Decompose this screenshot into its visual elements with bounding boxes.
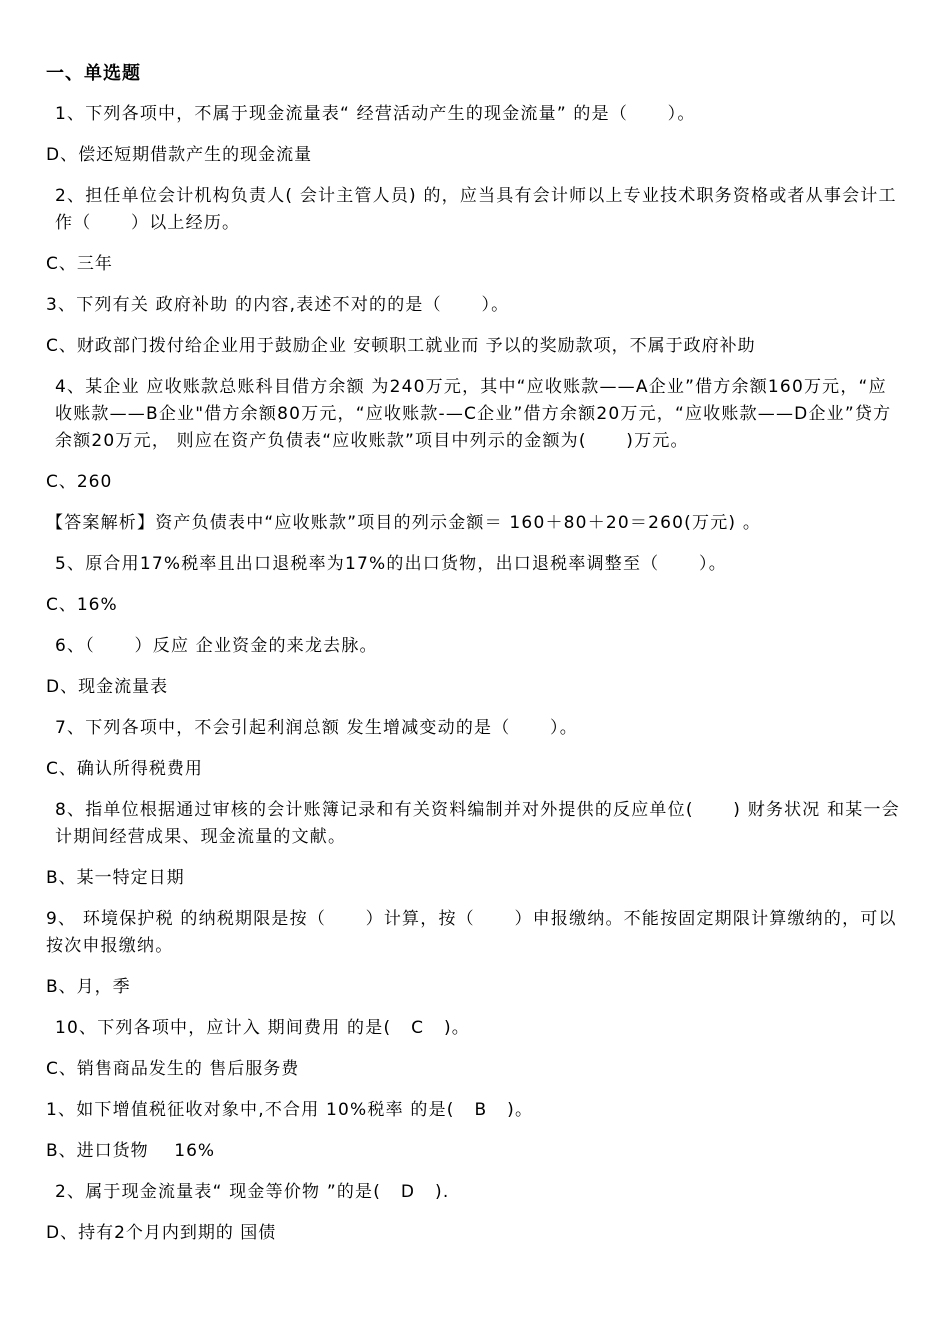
answer-text: B、某一特定日期 (46, 868, 185, 888)
section-title: 一、单选题 (46, 63, 141, 84)
answer-text: C、确认所得税费用 (46, 759, 203, 779)
question-text: 5、原合用17%税率且出口退税率为17%的出口货物，出口退税率调整至（ ）。 (55, 554, 727, 574)
answer-text: C、16% (46, 595, 118, 615)
answer-text: C、260 (46, 472, 113, 492)
question-text: 8、指单位根据通过审核的会计账簿记录和有关资料编制并对外提供的反应单位( ) 财务状况 和某一会计期间经营成果、现金流量的文献。 (55, 800, 900, 847)
question-text: 4、某企业 应收账款总账科目借方余额 为240万元，其中“应收账款——A企业”借方余额160万元，“应收账款——B企业"借方余额80万元，“应收账款-—C企业”借方余额20万元，“应收账款——D企业”贷方余额20万元， 则应在资产负债表“应收账款”项目中列示的金额为( )万元。 (55, 377, 892, 451)
question-text: 2、属于现金流量表“ 现金等价物 ”的是( D ). (55, 1182, 450, 1202)
answer-text: C、销售商品发生的 售后服务费 (46, 1059, 300, 1079)
answer-text: D、现金流量表 (46, 677, 169, 697)
answer-text: B、进口货物 16% (46, 1141, 216, 1161)
answer-text: C、三年 (46, 254, 113, 274)
question-text: 10、下列各项中，应计入 期间费用 的是( C )。 (55, 1018, 470, 1038)
answer-text: D、持有2个月内到期的 国债 (46, 1223, 277, 1243)
question-text: 9、 环境保护税 的纳税期限是按（ ）计算，按（ ）申报缴纳。不能按固定期限计算缴纳的，可以按次申报缴纳。 (46, 909, 897, 956)
document-page (46, 60, 904, 1261)
question-text: 3、下列有关 政府补助 的内容,表述不对的的是（ ）。 (46, 295, 510, 315)
answer-text: D、偿还短期借款产生的现金流量 (46, 145, 313, 165)
answer-text: C、财政部门拨付给企业用于鼓励企业 安顿职工就业而 予以的奖励款项，不属于政府补助 (46, 336, 756, 356)
answer-text: B、月，季 (46, 977, 131, 997)
question-text: 6、（ ）反应 企业资金的来龙去脉。 (55, 636, 378, 656)
question-text: 7、下列各项中，不会引起利润总额 发生增减变动的是（ ）。 (55, 718, 578, 738)
question-text: 1、下列各项中，不属于现金流量表“ 经营活动产生的现金流量” 的是（ ）。 (55, 104, 696, 124)
answer-explanation: 【答案解析】资产负债表中“应收账款”项目的列示金额＝ 160＋80＋20＝260(万元) 。 (46, 513, 762, 533)
question-text: 1、如下增值税征收对象中,不合用 10%税率 的是( B )。 (46, 1100, 534, 1120)
question-text: 2、担任单位会计机构负责人( 会计主管人员) 的，应当具有会计师以上专业技术职务资格或者从事会计工作（ ）以上经历。 (55, 186, 897, 233)
